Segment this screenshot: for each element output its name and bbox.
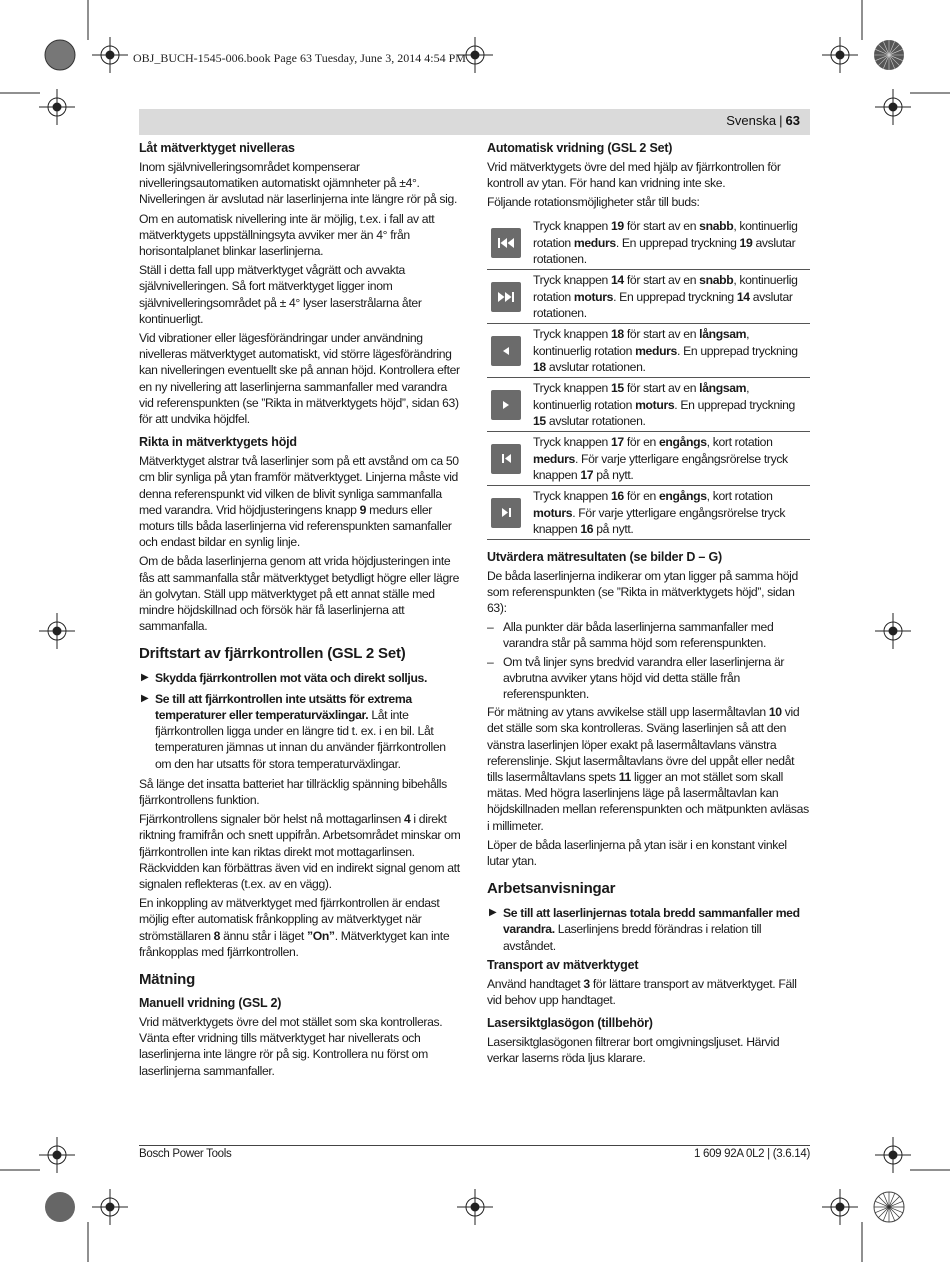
step-right-icon <box>491 498 521 528</box>
paragraph: För mätning av ytans avvikelse ställ upp lasermåltavlan 10 vid det ställe som ska kontrolleras. Sväng laserlinjen så att den vänstra laserlinjen löper exakt på lasermåltavlans vänstra referenslinje. Skjut lasermåltavlans övre del uppåt eller nedåt tills lasermåltavlans spets 11 ligger an mot stället som skall mätas. Med högra laserlinjens läge på lasermåltavlan kan höjdskillnaden mellan referenspunkten och mätpunkten avläsas i millimeter. <box>487 705 809 833</box>
footer-brand: Bosch Power Tools <box>139 1148 232 1160</box>
section-title-leveling: Låt mätverktyget nivelleras <box>139 141 295 155</box>
paragraph: Följande rotationsmöjligheter står till buds: <box>487 195 700 210</box>
gray-register-disk-bottom-left <box>45 1192 75 1222</box>
rotation-option-text: Tryck knappen 14 för start av en snabb, kontinuerlig rotation moturs. En upprepad tryckning 14 avslutar rotationen. <box>533 273 798 320</box>
rotation-option-row <box>487 486 810 540</box>
rotation-option-row <box>487 216 810 270</box>
bullet-item: ▶ Se till att fjärrkontrollen inte utsätts för extrema temperaturer eller temperaturväxlingar. Låt inte fjärrkontrollen ligga under en längre tid t. ex. i en bil. Låt temperaturen jämnas ut innan du använder fjärrkontrollen om den har utsatts för stora temperaturväxlingar. <box>141 691 446 771</box>
bullet-item: ▶ Skydda fjärrkontrollen mot väta och direkt solljus. <box>141 671 428 686</box>
fast-forward-icon <box>491 282 521 312</box>
step-left-icon <box>491 444 521 474</box>
crosshair-target-mid-bottom-left <box>39 1137 75 1173</box>
paragraph: Ställ i detta fall upp mätverktyget vågrätt och avvakta självnivelleringen. Så fort mätverktyget ligger inom självnivelleringsområdet på ± 4° lyser laserstrålarna åter kontinuerligt. <box>139 263 422 326</box>
crosshair-target-bottom-center <box>457 1189 493 1225</box>
paragraph: De båda laserlinjerna indikerar om ytan ligger på samma höjd som referenspunkten (se ”Rikta in mätverktygets höjd”, sidan 63): <box>487 568 798 616</box>
paragraph: Vrid mätverktygets övre del med hjälp av fjärrkontrollen för kontroll av ytan. För hand kan vridning inte ske. <box>487 160 781 191</box>
bullet-triangle-icon: ▶ <box>141 672 149 684</box>
paragraph: Inom självnivelleringsområdet kompenserar nivelleringsautomatiken automatiskt ojämnheter på ±4°. Nivelleringen är avslutad när laserlinjerna inte längre rör på sig. <box>139 160 457 207</box>
starburst-disk-bottom-right <box>874 1192 904 1222</box>
page-header-label <box>726 113 800 128</box>
crosshair-target-right-center <box>875 613 911 649</box>
header-separator: | <box>779 113 783 128</box>
crosshair-target-bottom-left <box>92 1189 128 1225</box>
bullet-item: ▶ Se till att laserlinjernas totala bredd sammanfaller med varandra. Laserlinjens bredd förändras i relation till avståndet. <box>489 906 800 953</box>
paragraph: Om de båda laserlinjerna genom att vrida höjdjusteringen inte fås att sammanfalla står mätverktyget betydligt högre eller lägre än golvytan. Ställ upp mätverktyget på ett annat ställe med mindre höjdskillnad och försök här få laserlinjerna att sammanfalla. <box>139 554 460 634</box>
paragraph: Vrid mätverktygets övre del mot stället som ska kontrolleras. Vänta efter vridning tills mätverktyget har nivellerats och laserlinjerna inte längre rör på sig. Kontrollera nu först om laserlinjerna sammanfaller. <box>139 1014 443 1078</box>
paragraph: Lasersiktglasögonen filtrerar bort omgivningsljuset. Härvid verkar laserns röda ljus klarare. <box>487 1035 780 1066</box>
section-title-measurement: Mätning <box>139 970 196 988</box>
bullet-triangle-icon: ▶ <box>141 692 149 704</box>
play-right-icon <box>491 390 521 420</box>
header-language: Svenska <box>726 113 777 128</box>
section-title-laser-glasses: Lasersiktglasögon (tillbehör) <box>487 1016 653 1031</box>
crosshair-target-bottom-right <box>822 1189 858 1225</box>
rotation-option-row <box>487 378 810 432</box>
paragraph: Löper de båda laserlinjerna på ytan isär i en konstant vinkel lutar ytan. <box>487 837 787 869</box>
crosshair-target-top-left <box>92 37 128 73</box>
crosshair-target-top-right <box>822 37 858 73</box>
dash-item: – Alla punkter där båda laserlinjerna sammanfaller med varandra står på samma höjd som referenspunkten. <box>487 620 774 651</box>
play-left-icon <box>491 336 521 366</box>
rotation-option-text: Tryck knappen 19 för start av en snabb, kontinuerlig rotation medurs. En upprepad tryckning 19 avslutar rotationen. <box>533 219 798 266</box>
rotation-option-text: Tryck knappen 17 för en engångs, kort rotation medurs. För varje ytterligare engångsrörelse tryck knappen 17 på nytt. <box>533 435 788 482</box>
rotation-options-table <box>487 216 810 540</box>
rotation-option-row <box>487 270 810 324</box>
crosshair-target-mid-bottom-right <box>875 1137 911 1173</box>
starburst-disk-top-right <box>874 40 904 70</box>
paragraph: Så länge det insatta batteriet har tillräcklig spänning bibehålls fjärrkontrollens funktion. <box>139 776 447 807</box>
section-title-height-alignment: Rikta in mätverktygets höjd <box>139 435 297 450</box>
gray-register-disk-top-left <box>45 40 75 70</box>
section-title-automatic-rotation: Automatisk vridning (GSL 2 Set) <box>487 141 673 155</box>
crosshair-target-left-center <box>39 613 75 649</box>
rotation-option-row <box>487 432 810 486</box>
paragraph: Om en automatisk nivellering inte är möjlig, t.ex. i fall av att mätverktygets uppställningsyta avviker mer än 4° från horisontalplanet blinkar laserlinjerna. <box>139 211 435 259</box>
paragraph: Använd handtaget 3 för lättare transport av mätverktyget. Fäll vid behov upp handtaget. <box>487 976 797 1008</box>
section-title-transport: Transport av mätverktyget <box>487 957 639 972</box>
dash-item: – Om två linjer syns bredvid varandra eller laserlinjerna är avbrutna avviker ytans höjd vid detta ställe från referenspunkten. <box>487 654 785 702</box>
bullet-triangle-icon: ▶ <box>489 907 497 919</box>
crosshair-target-mid-top-right <box>875 89 911 125</box>
section-title-work-instructions: Arbetsanvisningar <box>487 880 616 898</box>
rotation-option-text: Tryck knappen 18 för start av en långsam, kontinuerlig rotation medurs. En upprepad tryckning 18 avslutar rotationen. <box>533 327 798 374</box>
fast-rewind-icon <box>491 228 521 258</box>
print-job-header: OBJ_BUCH-1545-006.book Page 63 Tuesday, June 3, 2014 4:54 PM <box>133 51 466 65</box>
section-title-manual-rotation: Manuell vridning (GSL 2) <box>139 995 282 1010</box>
paragraph: Mätverktyget alstrar två laserlinjer som på ett avstånd om ca 50 cm blir synliga på ytan framför mätverktyget. Linjerna måste vid denna referenspunkt vid vilken de blivit synliga sammanfalla med varandra. Vrid höjdjusteringens knapp 9 medurs eller moturs tills båda laserlinjerna vid referenspunkten samanfaller och endast bildar en synlig linje. <box>139 454 459 550</box>
section-title-remote-startup: Driftstart av fjärrkontrollen (GSL 2 Set) <box>139 645 406 663</box>
left-column <box>139 141 461 1082</box>
paragraph: Fjärrkontrollens signaler bör helst nå mottagarlinsen 4 i direkt riktning framifrån och snett uppifrån. Arbetsområdet minskar om fjärrkontrollen inte kan riktas direkt mot mottagarlinsen. Räckvidden kan förbättras även vid en indirekt signal genom att signalen reflekteras (t.ex. av en vägg). <box>139 812 461 891</box>
crosshair-target-mid-top-left <box>39 89 75 125</box>
rotation-option-text: Tryck knappen 16 för en engångs, kort rotation moturs. För varje ytterligare engångsrörelse tryck knappen 16 på nytt. <box>533 489 786 536</box>
page-header-band <box>139 109 810 135</box>
rotation-option-text: Tryck knappen 15 för start av en långsam, kontinuerlig rotation moturs. En upprepad tryckning 15 avslutar rotationen. <box>533 381 795 428</box>
footer-document-code: 1 609 92A 0L2 | (3.6.14) <box>694 1148 810 1160</box>
footer-divider <box>139 1145 810 1146</box>
right-column <box>487 141 810 1070</box>
paragraph: Vid vibrationer eller lägesförändringar under användning nivelleras mätverktyget automatiskt, vid större lägesförändring kan nivelleringen eventuellt ske på annan höjd. Kontrollera efter en ny nivellering att laserlinjerna sammanfaller med varandra vid referenspunkten (se ”Rikta in mätverktygets höjd”, sidan 63) för att undvika höjdfel. <box>139 331 460 427</box>
page-number: 63 <box>785 113 800 128</box>
paragraph: En inkoppling av mätverktyget med fjärrkontrollen är endast möjlig efter automatisk frånkoppling av mätverktyget när strömställaren 8 ännu står i läget ”On”. Mätverktyget kan inte frånkopplas med fjärrkontrollen. <box>139 896 450 959</box>
section-title-evaluate-results: Utvärdera mätresultaten (se bilder D – G) <box>487 549 722 564</box>
rotation-option-row <box>487 324 810 378</box>
